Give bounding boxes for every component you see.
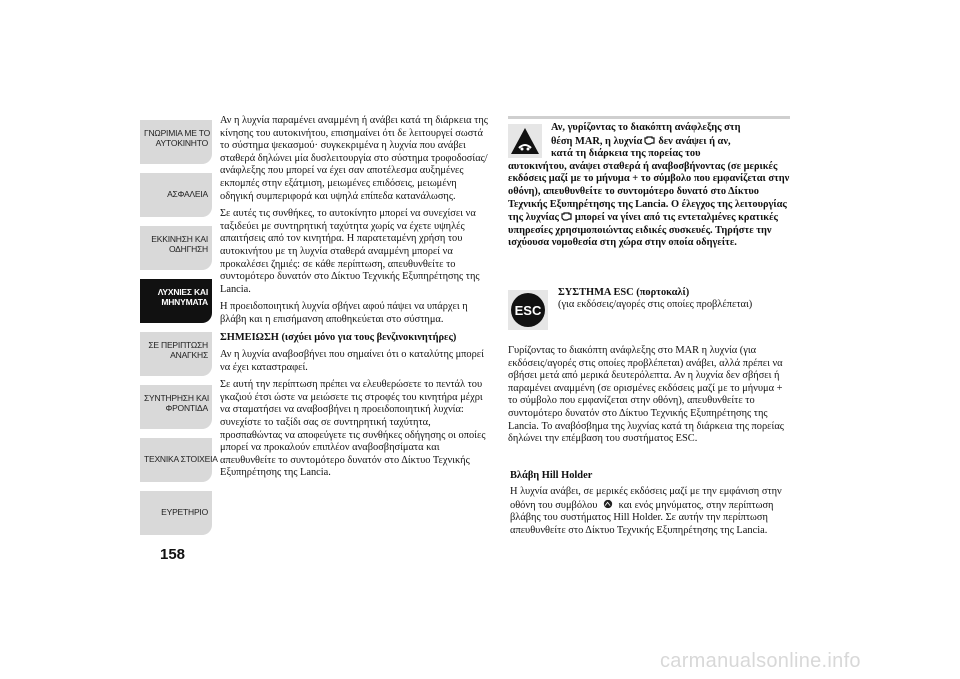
warning-text: θέση MAR, η λυχνία <box>551 135 643 147</box>
paragraph: Γυρίζοντας το διακόπτη ανάφλεξης στο MAR η λυχνία (για εκδόσεις/αγορές στις οποίες προβλέπεται) ανάβει, αλλά πρέπει να σβήσει μετά από μερικά δευτερόλεπτα. Αν η λυχνία δεν σβήσει ή παραμένει αναμμένη (σε ορισμένες εκδόσεις μαζί με το μήνυμα + το σύμβολο που εμφανίζεται στην οθόνη), απευθυνθείτε το συντομότερο δυνατόν στο Δίκτυο Τεχνικής Εξυπηρέτησης της Lancia. Το αναβόσβημα της λυχνίας κατά τη διάρκεια της πορείας δηλώνει την επέμβαση του συστήματος ESC. <box>508 345 784 445</box>
hill-holder-text: και ενός μηνύματος, στην περίπτωση βλάβης του συστήματος Hill Holder. Σε αυτήν την περίπτωση απευθυνθείτε στο Δίκτυο Τεχνικής Εξυπηρέτησης της Lancia. <box>510 499 774 536</box>
esc-warning-icon <box>508 290 548 330</box>
tab-label: ΦΡΟΝΤΙΔΑ <box>165 403 208 413</box>
warning-paragraph <box>508 161 790 250</box>
tab-maintenance[interactable] <box>140 385 212 429</box>
esc-body <box>508 345 790 446</box>
left-column <box>220 115 492 485</box>
paragraph: Η προειδοποιητική λυχνία σβήνει αφού πάψει να υπάρχει η βλάβη και η επισήμανση αποθηκεύεται στο σύστημα. <box>220 301 468 325</box>
tab-label: ΜΗΝΥΜΑΤΑ <box>161 297 208 307</box>
tab-index[interactable] <box>140 491 212 535</box>
note-title: ΣΗΜΕΙΩΣΗ (ισχύει μόνο για τους βενζινοκινητήρες) <box>220 331 457 343</box>
esc-subtitle: (για εκδόσεις/αγορές στις οποίες προβλέπεται) <box>558 299 753 310</box>
tab-label: ΕΥΡΕΤΗΡΙΟ <box>161 507 208 517</box>
warning-block <box>508 122 790 250</box>
tab-label: ΟΔΗΓΗΣΗ <box>168 244 208 254</box>
paragraph: Αν η λυχνία παραμένει αναμμένη ή ανάβει κατά τη διάρκεια της κίνησης του αυτοκινήτου, επισημαίνει ότι δε λειτουργεί σωστά το σύστημα ψεκασμού· συγκεκριμένα η λυχνία που ανάβει σταθερά δηλώνει μία δυσλειτουργία στο σύστημα τροφοδοσίας/ανάφλεξης που μπορεί να έχει σαν αποτέλεσμα αυξημένες εκπομπές στην εξάτμιση, μειωμένες επιδόσεις, μειωμένη οδηγική συμπεριφορά και υψηλά επίπεδα κατανάλωσης. <box>220 115 488 202</box>
tab-label: ΛΥΧΝΙΕΣ ΚΑΙ <box>157 287 208 297</box>
watermark: carmanualsonline.info <box>660 650 861 672</box>
tab-technical-data[interactable] <box>140 438 218 482</box>
hill-holder-icon <box>602 499 614 509</box>
tab-label: ΣΕ ΠΕΡΙΠΤΩΣΗ <box>148 340 208 350</box>
esc-logo-text: ESC <box>514 303 542 318</box>
page-number: 158 <box>160 546 186 563</box>
engine-icon <box>644 135 656 145</box>
tab-starting-driving[interactable] <box>140 226 212 270</box>
paragraph: Σε αυτή την περίπτωση πρέπει να ελευθερώσετε το πεντάλ του γκαζιού έτσι ώστε να μειώσετε τις στροφές του κινητήρα μέχρι να σταματήσει να αναβοσβήνει η προειδοποιητική λυχνία: συνεχίστε το ταξίδι σας σε συντηρητική ταχύτητα, προσπαθώντας να αποφεύγετε τις συνθήκες οδήγησης οι οποίες μπορεί να προκαλούν επιπλέον αναβοσβησίματα και απευθυνθείτε το συντομότερο δυνατόν στο Δίκτυο Τεχνικής Εξυπηρέτησης της Lancia. <box>220 379 486 479</box>
esc-title: ΣΥΣΤΗΜΑ ESC (πορτοκαλί) <box>558 287 690 298</box>
tab-label: ΓΝΩΡΙΜΙΑ ΜΕ ΤΟ <box>144 128 211 138</box>
tab-label: ΑΣΦΑΛΕΙΑ <box>167 189 208 199</box>
tab-safety[interactable] <box>140 173 212 217</box>
paragraph: Αν η λυχνία αναβοσβήνει που σημαίνει ότι ο καταλύτης μπορεί να έχει καταστραφεί. <box>220 349 484 373</box>
tab-emergency[interactable] <box>140 332 212 376</box>
paragraph <box>510 486 790 537</box>
tab-label: ΑΥΤΟΚΙΝΗΤΟ <box>155 138 208 148</box>
warning-line: Αν, γυρίζοντας το διακόπτη ανάφλεξης στη <box>551 122 741 133</box>
warning-text: μπορεί να γίνει από τις εντεταλμένες κρατικές υπηρεσίες χρησιμοποιώντας ειδικές συσκευές. Τηρήστε την ισχύουσα νομοθεσία στη χώρα στην οποία οδηγείτε. <box>508 212 778 249</box>
tab-label: ΑΝΑΓΚΗΣ <box>170 350 208 360</box>
section-rule <box>508 116 790 119</box>
tab-label: ΣΥΝΤΗΡΗΣΗ ΚΑΙ <box>144 393 210 403</box>
hill-holder-body <box>510 486 790 537</box>
warning-triangle-icon <box>508 124 542 158</box>
warning-text: αυτοκινήτου, ανάψει σταθερά ή αναβοσβήνοντας (σε μερικές εκδόσεις μαζί με το μήνυμα + το σύμβολο που εμφανίζεται στην οθόνη), απευθυνθείτε το συντομότερο δυνατό στο Δίκτυο Τεχνικής Εξυπηρέτησης της Lancia. Ο έλεγχος της λειτουργίας της λυχνίας <box>508 160 790 224</box>
warning-line <box>551 135 790 149</box>
hill-holder-text: Η λυχνία ανάβει, σε μερικές εκδόσεις μαζί με την εμφάνιση στην οθόνη του συμβόλου <box>510 486 782 511</box>
hill-holder-title: Βλάβη Hill Holder <box>510 470 593 481</box>
engine-icon <box>561 211 573 221</box>
tab-warning-lights[interactable] <box>140 279 212 323</box>
warning-line: κατά τη διάρκεια της πορείας του <box>551 148 701 160</box>
tab-getting-to-know[interactable] <box>140 120 212 164</box>
tab-label: ΤΕΧΝΙΚΑ ΣΤΟΙΧΕΙΑ <box>144 454 218 464</box>
warning-text: δεν ανάψει ή αν, <box>658 135 731 147</box>
tab-label: ΕΚΚΙΝΗΣΗ ΚΑΙ <box>151 234 208 244</box>
paragraph: Σε αυτές τις συνθήκες, το αυτοκίνητο μπορεί να συνεχίσει να ταξιδεύει με συντηρητική ταχύτητα χωρίς να έχετε υψηλές απαιτήσεις από τον κινητήρα. Η παρατεταμένη χρήση του αυτοκινήτου με τη λυχνία σταθερά αναμμένη μπορεί να προκαλέσει ζημιές: σε κάθε περίπτωση, απευθυνθείτε το συντομότερο δυνατόν στο Δίκτυο Τεχνικής Εξυπηρέτησης της Lancia. <box>220 208 480 295</box>
